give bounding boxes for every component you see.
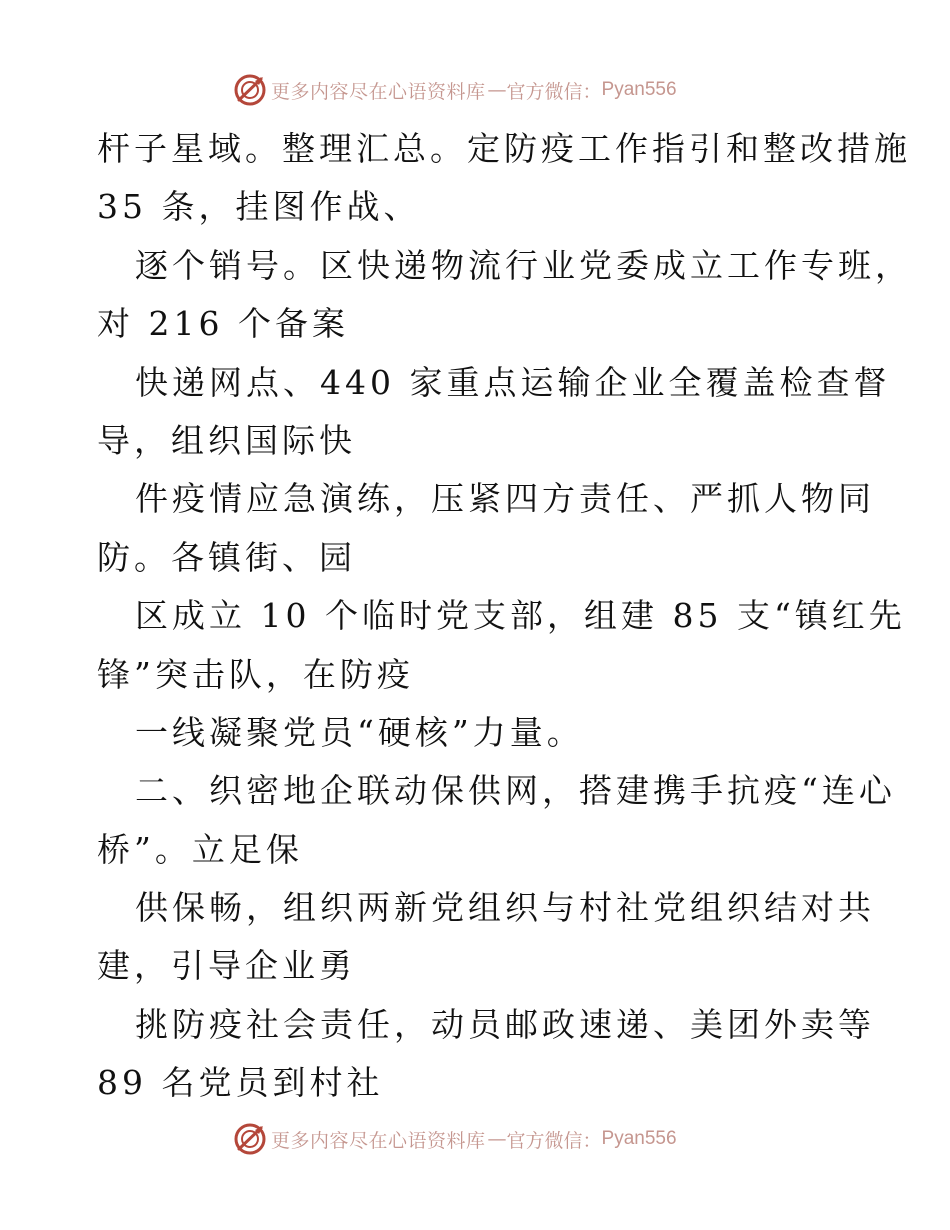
seal-logo-icon — [233, 1122, 267, 1156]
text-line: 供保畅，组织两新党组织与村社党组织结对共 — [135, 888, 875, 928]
text-line: 二、织密地企联动保供网，搭建携手抗疫“连心 — [135, 771, 896, 811]
text-line: 防。各镇街、园 — [97, 537, 356, 577]
text-line: 逐个销号。区快递物流行业党委成立工作专班， — [135, 245, 912, 285]
text-line: 建，引导企业勇 — [97, 946, 356, 986]
watermark-dash: — — [487, 1128, 505, 1150]
text-line: 35 条，挂图作战、 — [97, 187, 421, 227]
watermark-wechat-label: 官方微信： — [506, 1129, 602, 1152]
watermark-wechat-id: Pyan556 — [601, 79, 677, 100]
seal-logo-icon — [233, 73, 267, 107]
watermark-site-text: 更多内容尽在心语资料库 — [271, 1129, 486, 1152]
watermark-dash: — — [487, 79, 505, 101]
footer-watermark — [233, 1121, 677, 1157]
text-line: 导，组织国际快 — [97, 420, 356, 460]
document-body — [97, 120, 912, 1113]
text-line: 区成立 10 个临时党支部，组建 85 支“镇红先 — [135, 596, 906, 636]
text-line: 杆子星域。整理汇总。定防疫工作指引和整改措施 — [97, 129, 911, 168]
text-line: 件疫情应急演练，压紧四方责任、严抓人物同 — [135, 479, 875, 519]
watermark-wechat-label: 官方微信： — [506, 80, 602, 103]
text-line: 锋”突击队，在防疫 — [97, 654, 414, 694]
watermark-wechat-id: Pyan556 — [601, 1128, 677, 1149]
text-line: 一线凝聚党员“硬核”力量。 — [135, 712, 584, 752]
header-watermark — [233, 72, 677, 108]
text-line: 桥”。立足保 — [97, 829, 303, 869]
text-line: 对 216 个备案 — [97, 304, 349, 344]
text-line: 快递网点、440 家重点运输企业全覆盖检查督 — [135, 362, 891, 402]
watermark-site-text: 更多内容尽在心语资料库 — [271, 80, 486, 103]
text-line: 挑防疫社会责任，动员邮政速递、美团外卖等 — [135, 1004, 875, 1044]
text-line: 89 名党员到村社 — [97, 1063, 384, 1103]
